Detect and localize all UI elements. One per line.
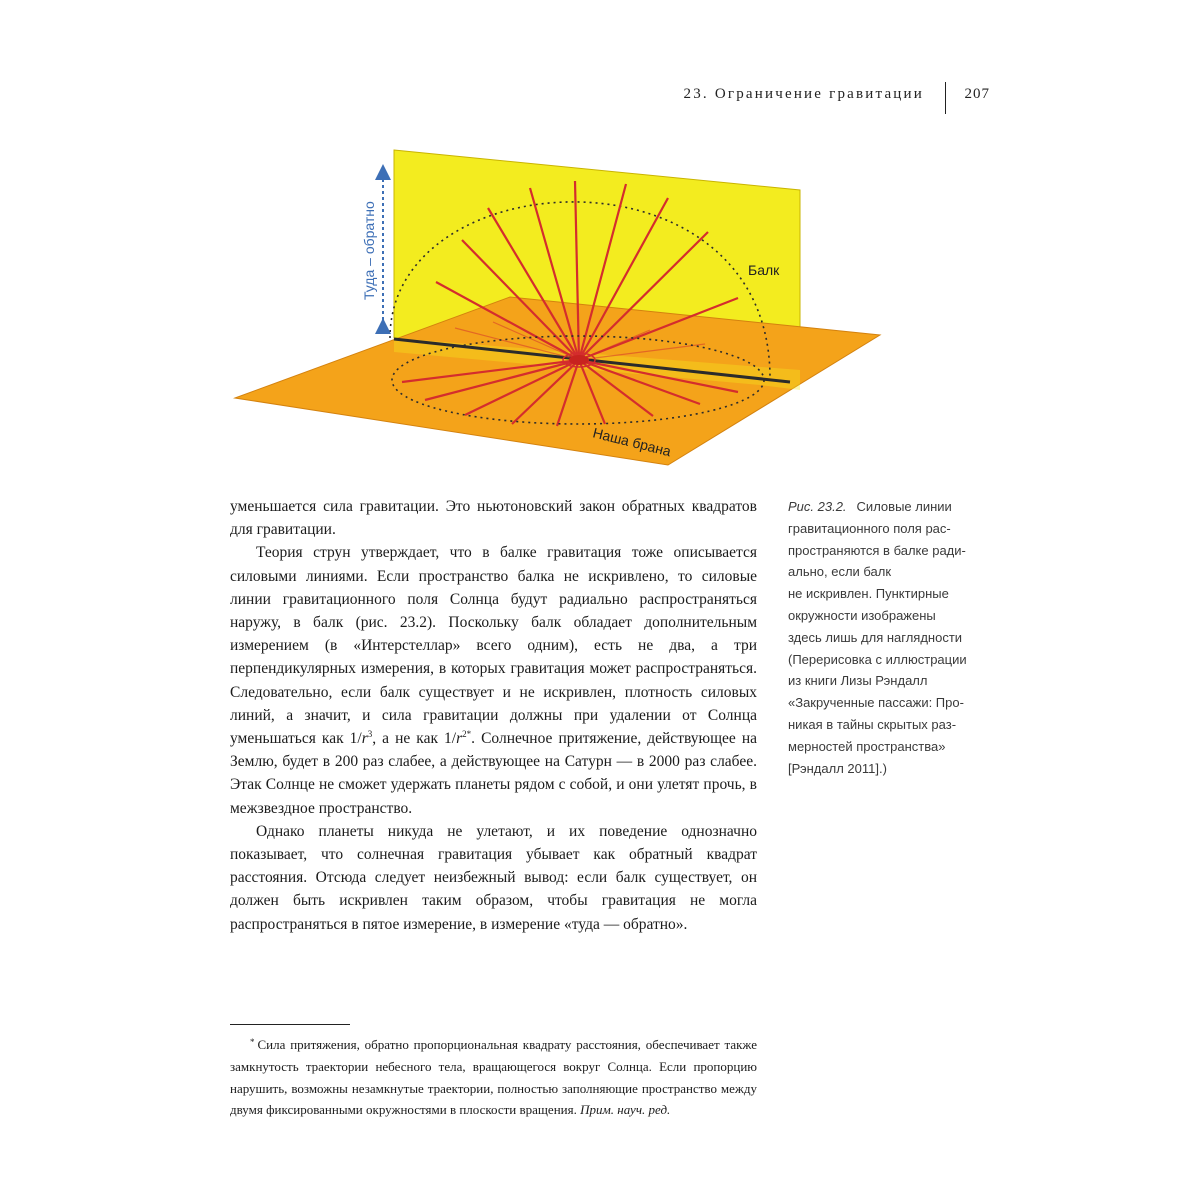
caption-line: здесь лишь для наглядности <box>788 629 963 645</box>
caption-line: гравитационного поля рас- <box>788 520 951 536</box>
caption-line <box>788 496 998 518</box>
caption-line: пространяются в балке ради- <box>788 542 966 558</box>
paragraph: уменьшается сила гравитации. Это ньютоновский закон обратных квадратов для гравитации. <box>230 498 757 539</box>
chapter-title: 23. Ограничение гравитации <box>683 86 924 102</box>
footnote-reference[interactable]: * <box>466 729 472 740</box>
variable-r: r <box>361 730 368 748</box>
caption-line: окружности изображены <box>788 607 936 623</box>
caption-line: из книги Лизы Рэндалл <box>788 673 928 689</box>
bulk-label: Балк <box>748 262 780 278</box>
footnote-text: Сила притяжения, обратно пропорциональная квадрату расстояния, обеспечивает также замкнутость траектории небесного тела, вращающегося вокруг Солнца. Если пропорцию нарушить, возможны незамкнутые траектории, полностью заполняющие пространство между двумя фиксированными окружностями в плоскости вращения. <box>230 1037 757 1118</box>
paragraph-text: Теория струн утверждает, что в балке гравитация тоже описывается силовыми линиями. Если пространство балка не искривлено, то силовые линии гравитационного поля Солнца будут радиально распространяться наружу, в балк (рис. 23.2). Поскольку балк обладает дополнительным измерением (в «Интерстеллар» всего одним), есть не два, а три перпендикулярных измерения, в которых гравитация может распространяться. Следовательно, если балк существует и не искривлен, плотность силовых линий, а значит, и сила гравитации должны при удалении от Солнца уменьшаться как 1/ <box>230 544 757 748</box>
footnote-marker: * <box>250 1037 255 1047</box>
footnote <box>230 1032 757 1121</box>
paragraph-text: . Солнечное притяжение, действующее на Землю, будет в 200 раз слабее, а действующее на Сатурн — в 2000 раз слабее. Этак Солнце не сможет удержать планеты рядом с собой, и они улетят прочь, в межзвездное пространство. <box>230 730 757 817</box>
caption-line: «Закрученные пассажи: Про- <box>788 695 964 711</box>
variable-r: r <box>456 730 463 748</box>
caption-line: [Рэндалл 2011].) <box>788 760 887 776</box>
footnote-divider <box>230 1024 350 1025</box>
brane-label: Наша брана <box>591 424 673 460</box>
caption-text: Силовые линии <box>856 499 952 514</box>
editor-note: Прим. науч. ред. <box>580 1102 671 1118</box>
paragraph-text: , а не как 1/ <box>372 730 457 748</box>
paragraph: Однако планеты никуда не улетают, и их поведение однозначно показывает, что солнечная гравитация убывает как обратный квадрат расстояния. Отсюда следует неизбежный вывод: если балк существует, он должен быть искривлен таким образом, чтобы гравитация не могла распространяться в пятое измерение, в измерение «туда — обратно». <box>230 822 757 933</box>
caption-line: (Перерисовка с иллюстрации <box>788 651 967 667</box>
page-number: 207 <box>964 86 990 102</box>
fifth-dimension-label: Туда – обратно <box>361 201 377 300</box>
exponent: 3 <box>367 729 373 740</box>
body-text <box>230 495 757 936</box>
caption-line: ально, если балк <box>788 564 892 580</box>
caption-line: мерностей пространства» <box>788 738 946 754</box>
exponent: 2 <box>462 729 467 740</box>
figure-23-2 <box>0 0 1200 480</box>
caption-label: Рис. 23.2. <box>788 499 847 514</box>
caption-line: никая в тайны скрытых раз- <box>788 716 957 732</box>
figure-caption <box>788 496 998 779</box>
caption-line: не искривлен. Пунктирные <box>788 586 949 602</box>
paragraph <box>230 541 757 819</box>
